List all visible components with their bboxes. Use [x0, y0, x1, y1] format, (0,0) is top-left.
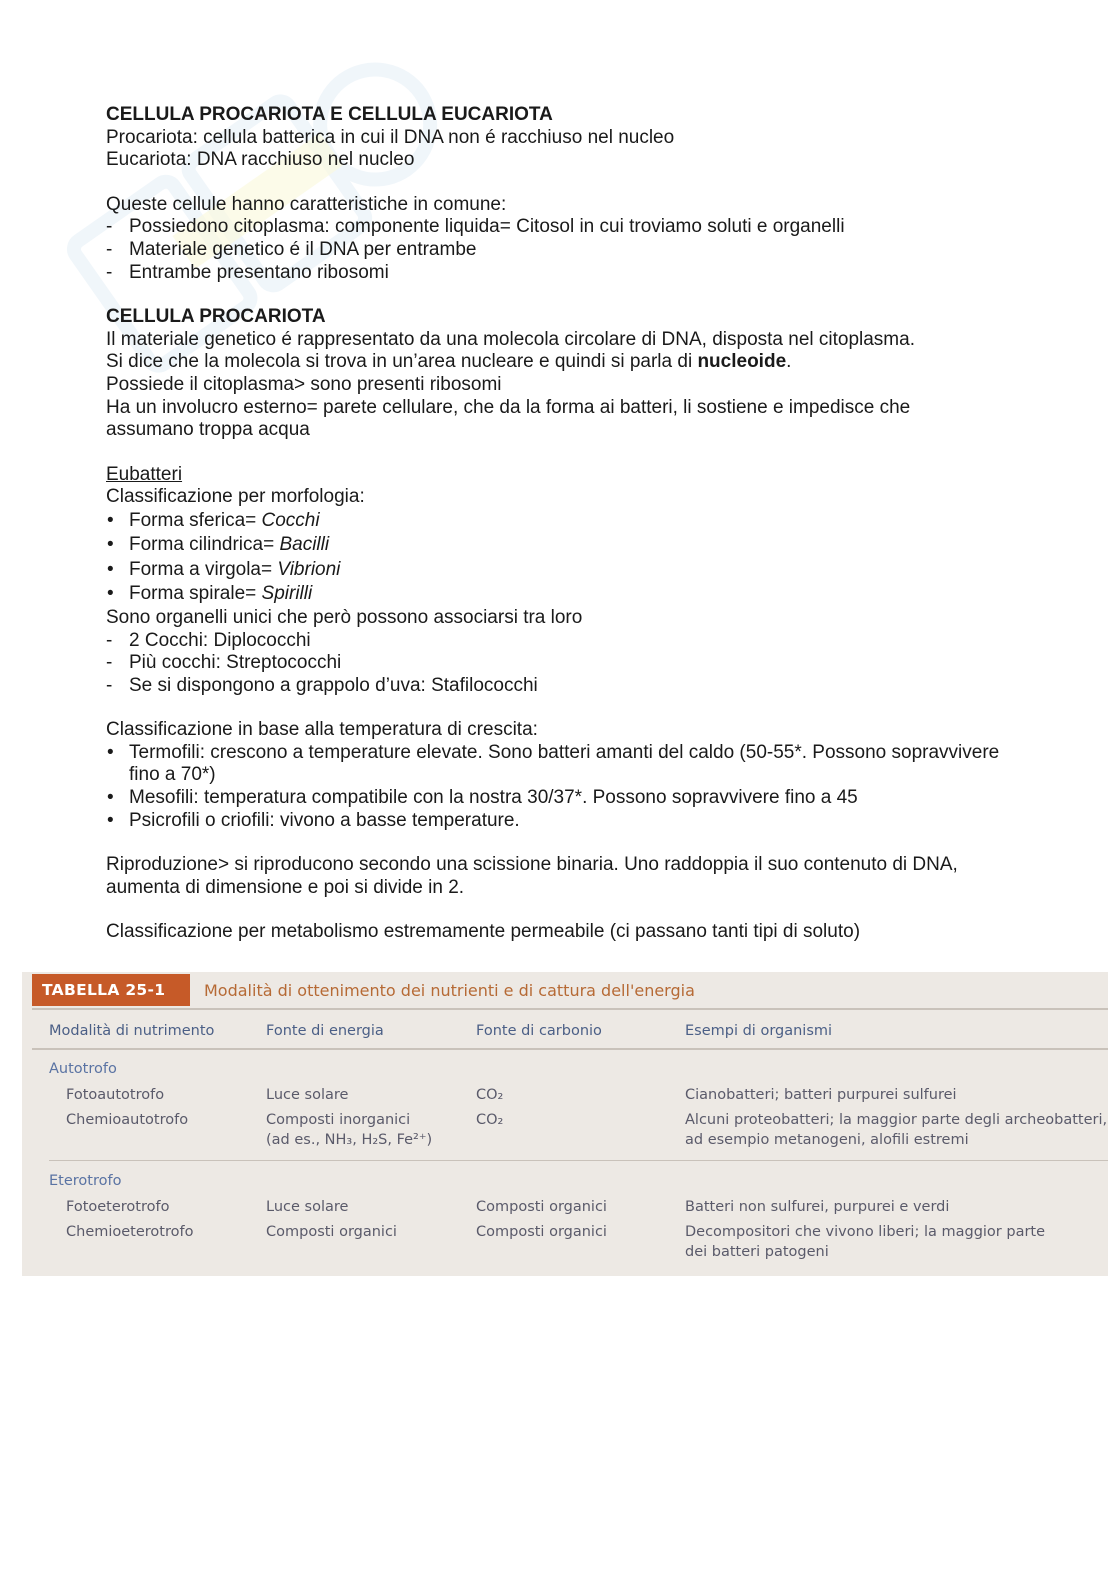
list-item: • Forma cilindrica= Bacilli: [106, 533, 1006, 558]
table-cell: Composti organici: [476, 1199, 607, 1215]
list-item: - Se si dispongono a grappolo d’uva: Stafilococchi: [106, 675, 1006, 698]
heading-procariota-eucariota: CELLULA PROCARIOTA E CELLULA EUCARIOTA: [106, 104, 553, 125]
group-label: Autotrofo: [49, 1061, 117, 1077]
paragraph-line: Il materiale genetico é rappresentato da una molecola circolare di DNA, disposta nel citoplasma.: [106, 328, 915, 350]
table-cell: Fotoeterotrofo: [66, 1199, 170, 1215]
list-item: • Forma a virgola= Vibrioni: [106, 558, 1006, 583]
morph-title: Classificazione per morfologia:: [106, 486, 365, 508]
list-item: • Forma sferica= Cocchi: [106, 509, 1006, 534]
table-header-bar: [22, 972, 1108, 1008]
list-item: - 2 Cocchi: Diplococchi: [106, 630, 1006, 653]
list-item: - Più cocchi: Streptococchi: [106, 652, 1006, 675]
metabolismo-line: Classificazione per metabolismo estremamente permeabile (ci passano tanti tipi di soluto): [106, 921, 861, 943]
table-title: Modalità di ottenimento dei nutrienti e di cattura dell'energia: [204, 981, 695, 1000]
list-item: - Materiale genetico é il DNA per entrambe: [106, 239, 1006, 262]
column-header: Esempi di organismi: [685, 1023, 833, 1039]
table-cell: Cianobatteri; batteri purpurei sulfurei: [685, 1087, 957, 1103]
paragraph-line: assumano troppa acqua: [106, 419, 310, 441]
paragraph-line: Ha un involucro esterno= parete cellulare, che da la forma ai batteri, li sostiene e impedisce che: [106, 396, 911, 418]
paragraph-line: Possiede il citoplasma> sono presenti ribosomi: [106, 373, 502, 395]
list-item: • Mesofili: temperatura compatibile con la nostra 30/37*. Possono sopravvivere fino a 45: [106, 787, 1006, 810]
list-item: - Entrambe presentano ribosomi: [106, 262, 1006, 285]
table-cell: ad esempio metanogeni, alofili estremi: [685, 1132, 969, 1148]
table-cell: Luce solare: [266, 1199, 349, 1215]
table-cell: dei batteri patogeni: [685, 1244, 829, 1260]
table-cell: CO₂: [476, 1087, 504, 1103]
column-header: Fonte di carbonio: [476, 1023, 602, 1039]
table-cell: Composti inorganici: [266, 1112, 411, 1128]
divider: [32, 1048, 1108, 1050]
nucleoide-term: nucleoide: [697, 351, 787, 373]
intro-line: Procariota: cellula batterica in cui il DNA non é racchiuso nel nucleo: [106, 126, 675, 148]
nutrition-table: [22, 972, 1108, 1276]
table-cell: CO₂: [476, 1112, 504, 1128]
column-header: Fonte di energia: [266, 1023, 384, 1039]
list-item: - Possiedono citoplasma: componente liquida= Citosol in cui troviamo soluti e organelli: [106, 216, 1006, 239]
table-cell: Luce solare: [266, 1087, 349, 1103]
table-tag: TABELLA 25-1: [32, 974, 190, 1006]
subheading-eubatteri: Eubatteri: [106, 463, 183, 485]
table-cell: (ad es., NH₃, H₂S, Fe²⁺): [266, 1132, 433, 1148]
assoc-title: Sono organelli unici che però possono associarsi tra loro: [106, 606, 583, 628]
group-label: Eterotrofo: [49, 1173, 122, 1189]
heading-procariota: CELLULA PROCARIOTA: [106, 306, 326, 328]
table-cell: Chemioeterotrofo: [66, 1224, 194, 1240]
document-body: [106, 104, 1006, 944]
table-cell: Composti organici: [266, 1224, 397, 1240]
divider: [49, 1160, 1108, 1161]
table-cell: Batteri non sulfurei, purpurei e verdi: [685, 1199, 950, 1215]
paragraph-line: Si dice che la molecola si trova in un’area nucleare e quindi si parla di nucleoide.: [106, 351, 792, 373]
list-item: • Forma spirale= Spirilli: [106, 582, 1006, 607]
table-cell: Decompositori che vivono liberi; la maggior parte: [685, 1224, 1046, 1240]
temp-title: Classificazione in base alla temperatura di crescita:: [106, 719, 538, 741]
table-cell: Fotoautotrofo: [66, 1087, 165, 1103]
common-title: Queste cellule hanno caratteristiche in comune:: [106, 193, 507, 215]
riproduzione-paragraph: Riproduzione> si riproducono secondo una scissione binaria. Uno raddoppia il suo contenuto di DNA, aumenta di dimensione e poi si divide in 2.: [106, 854, 958, 898]
list-item: • Psicrofili o criofili: vivono a basse temperature.: [106, 810, 1006, 833]
table-cell: Chemioautotrofo: [66, 1112, 189, 1128]
table-cell: Composti organici: [476, 1224, 607, 1240]
list-item: • Termofili: crescono a temperature elevate. Sono batteri amanti del caldo (50-55*. Possono sopravvivere fino a 70*): [106, 742, 1006, 787]
intro-line: Eucariota: DNA racchiuso nel nucleo: [106, 149, 415, 171]
table-cell: Alcuni proteobatteri; la maggior parte degli archeobatteri,: [685, 1112, 1108, 1128]
column-header: Modalità di nutrimento: [49, 1023, 215, 1039]
divider: [32, 1008, 1108, 1010]
